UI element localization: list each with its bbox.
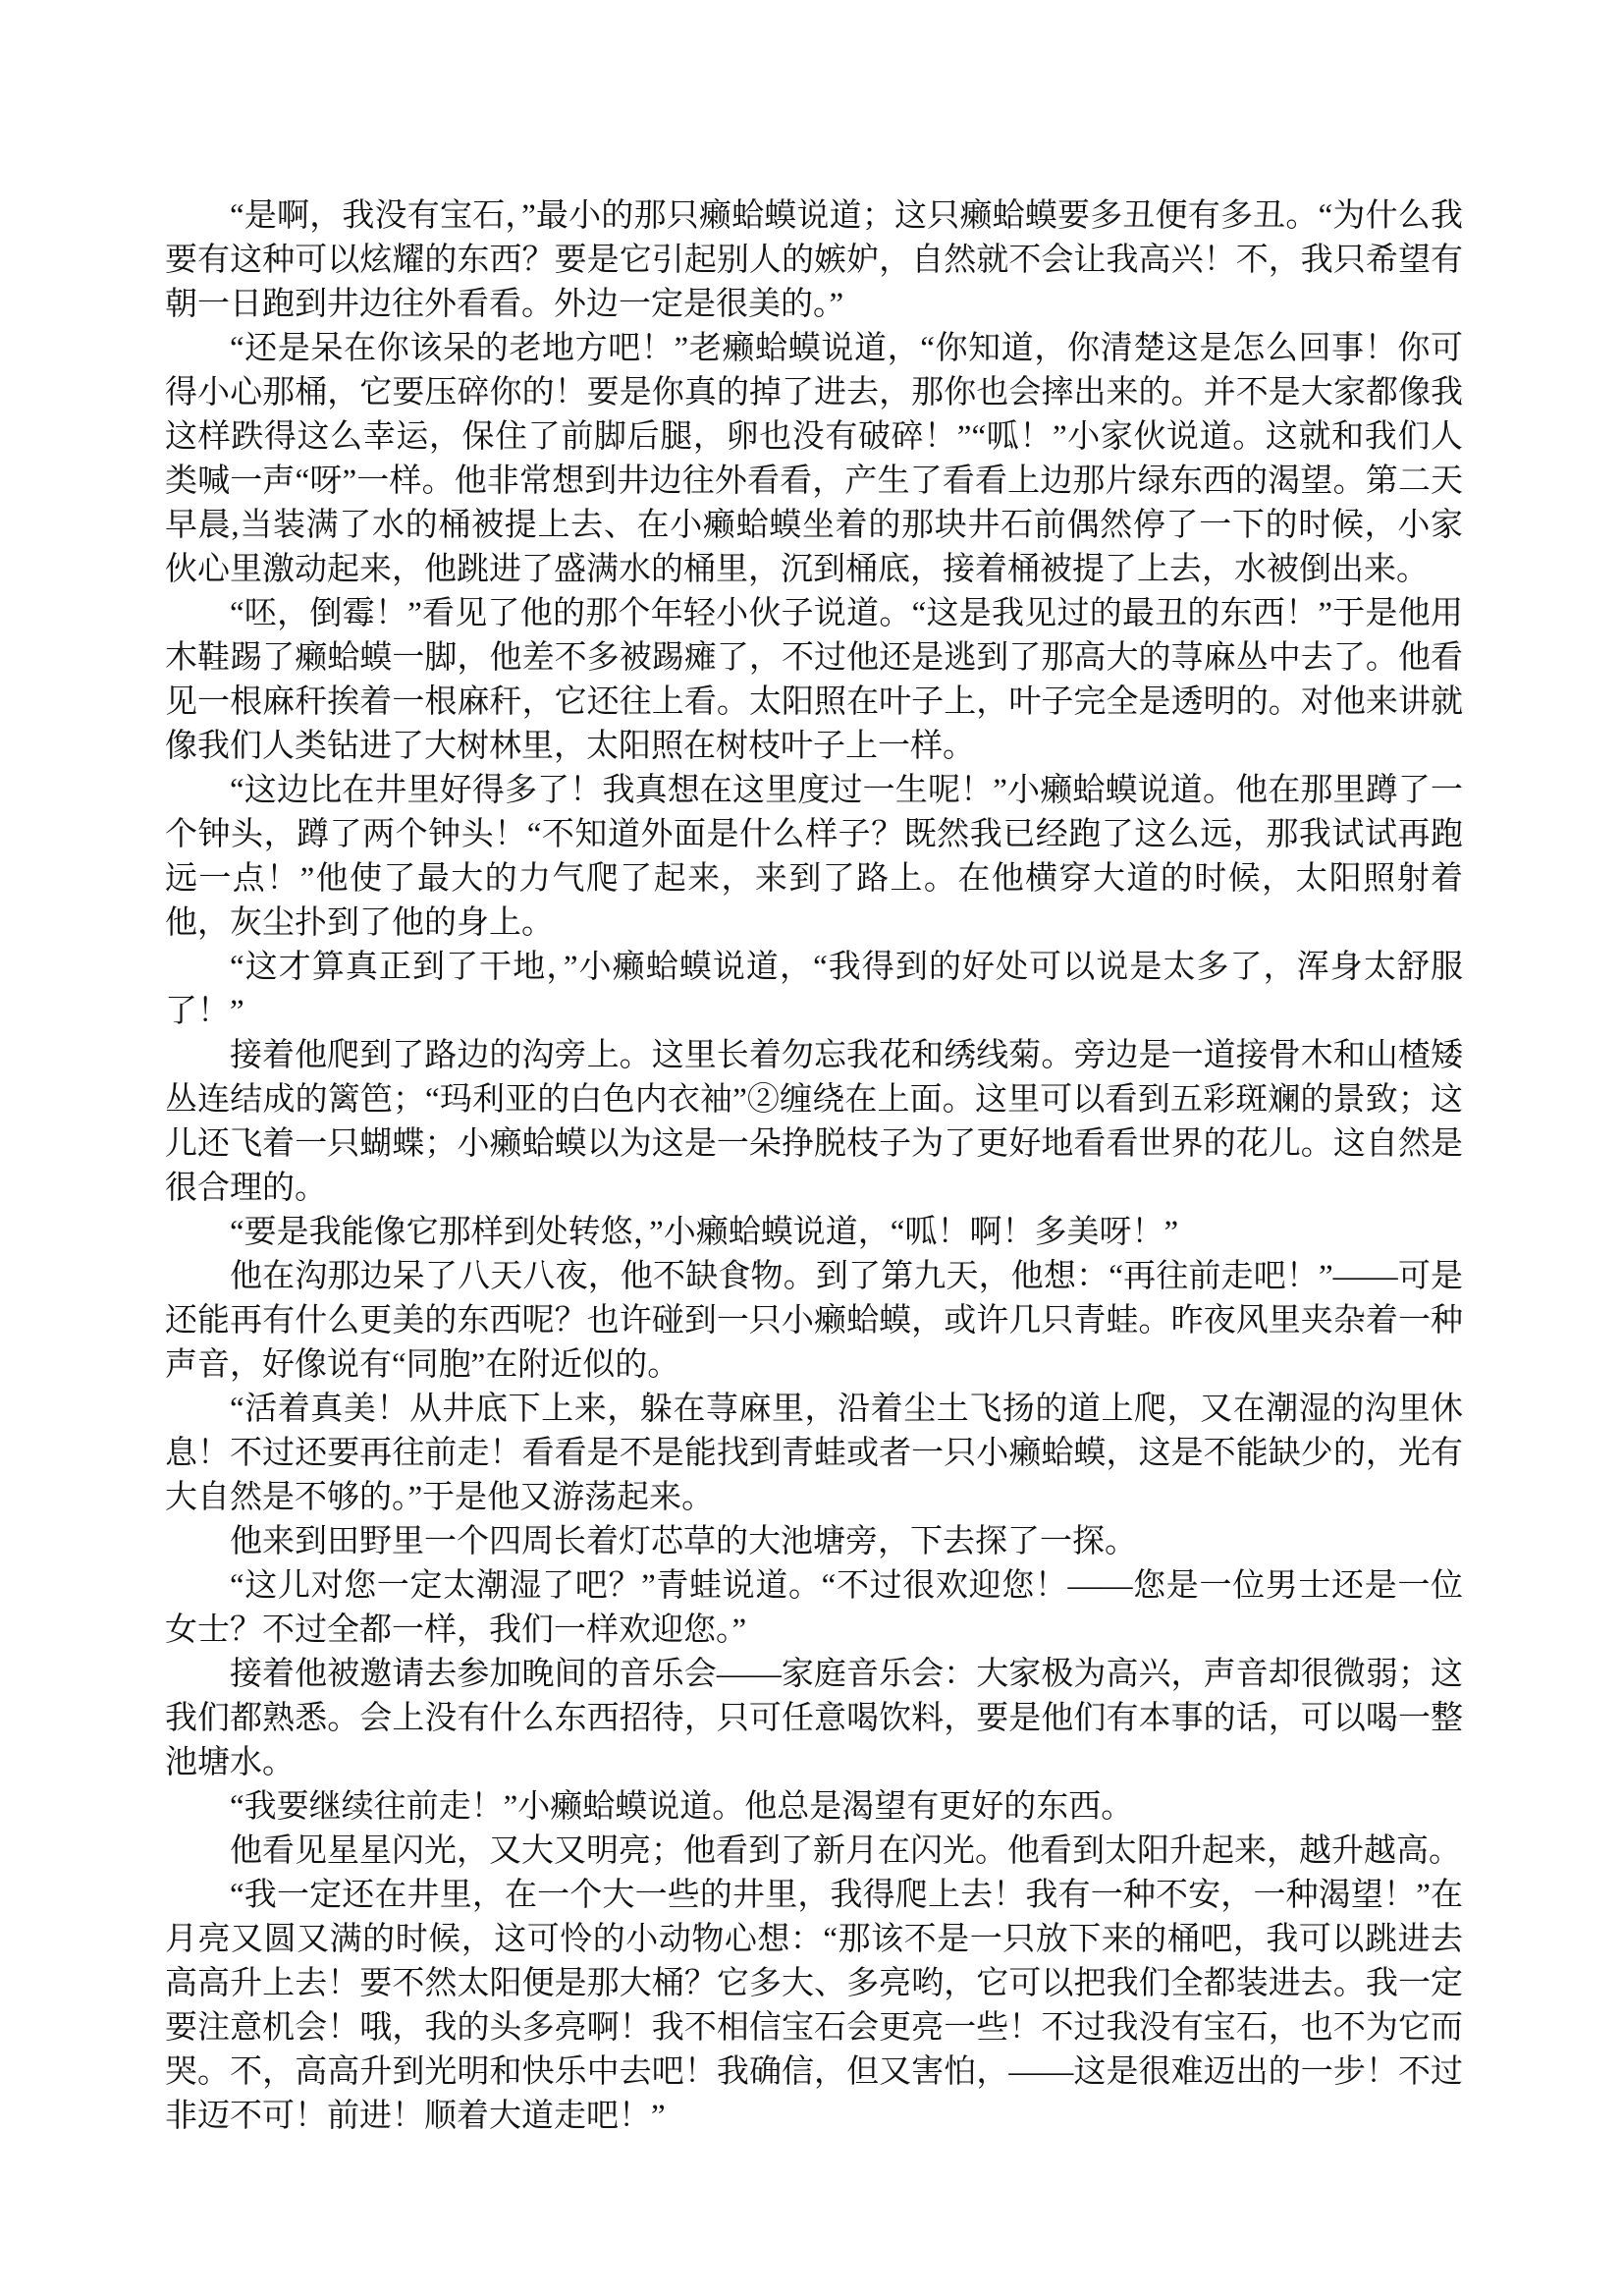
paragraph-5: “这才算真正到了干地，”小癞蛤蟆说道，“我得到的好处可以说是太多了，浑身太舒服了！” <box>165 950 1463 1029</box>
paragraph-4: “这边比在井里好得多了！我真想在这里度过一生呢！”小癞蛤蟆说道。他在那里蹲了一个钟头，蹲了两个钟头！“不知道外面是什么样子？既然我已经跑了这么远，那我试试再跑远一点！”他使了最大的力气爬了起来，来到了路上。在他横穿大道的时候，太阳照射着他，灰尘扑到了他的身上。 <box>165 773 1463 941</box>
paragraph-2: “还是呆在你该呆的老地方吧！”老癞蛤蟆说道，“你知道，你清楚这是怎么回事！你可得小心那桶，它要压碎你的！要是你真的掉了进去，那你也会摔出来的。并不是大家都像我这样跌得这么幸运，保住了前脚后腿，卵也没有破碎！”“呱！”小家伙说道。这就和我们人类喊一声“呀”一样。他非常想到井边往外看看，产生了看看上边那片绿东西的渴望。第二天早晨,当装满了水的桶被提上去、在小癞蛤蟆坐着的那块井石前偶然停了一下的时候，小家伙心里激动起来，他跳进了盛满水的桶里，沉到桶底，接着桶被提了上去，水被倒出来。 <box>165 331 1463 587</box>
paragraph-10: 他来到田野里一个四周长着灯芯草的大池塘旁，下去探了一探。 <box>230 1524 1137 1559</box>
paragraph-12: 接着他被邀请去参加晚间的音乐会——家庭音乐会：大家极为高兴，声音却很微弱；这我们都熟悉。会上没有什么东西招待，只可任意喝饮料，要是他们有本事的话，可以喝一整池塘水。 <box>165 1657 1463 1780</box>
paragraph-8: 他在沟那边呆了八天八夜，他不缺食物。到了第九天，他想：“再往前走吧！”——可是还能再有什么更美的东西呢？也许碰到一只小癞蛤蟆，或许几只青蛙。昨夜风里夹杂着一种声音，好像说有“同胞”在附近似的。 <box>165 1259 1463 1383</box>
paragraph-7: “要是我能像它那样到处转悠，”小癞蛤蟆说道，“呱！啊！多美呀！” <box>230 1215 1179 1250</box>
text-block <box>165 194 1463 2139</box>
paragraph-13: “我要继续往前走！”小癞蛤蟆说道。他总是渴望有更好的东西。 <box>230 1789 1134 1825</box>
paragraph-9: “活着真美！从井底下上来，躲在荨麻里，沿着尘土飞扬的道上爬，又在潮湿的沟里休息！不过还要再往前走！看看是不是能找到青蛙或者一只小癞蛤蟆，这是不能缺少的，光有大自然是不够的。”于是他又游荡起来。 <box>165 1392 1463 1515</box>
paragraph-3: “呸，倒霉！”看见了他的那个年轻小伙子说道。“这是我见过的最丑的东西！”于是他用木鞋踢了癞蛤蟆一脚，他差不多被踢瘫了，不过他还是逃到了那高大的荨麻丛中去了。他看见一根麻秆挨着一根麻秆，它还往上看。太阳照在叶子上，叶子完全是透明的。对他来讲就像我们人类钻进了大树林里，太阳照在树枝叶子上一样。 <box>165 596 1463 764</box>
paragraph-11: “这儿对您一定太潮湿了吧？”青蛙说道。“不过很欢迎您！——您是一位男士还是一位女士？不过全都一样，我们一样欢迎您。” <box>165 1568 1463 1648</box>
paragraph-14: 他看见星星闪光，又大又明亮；他看到了新月在闪光。他看到太阳升起来，越升越高。 <box>230 1833 1461 1869</box>
paragraph-15: “我一定还在井里，在一个大一些的井里，我得爬上去！我有一种不安，一种渴望！”在月亮又圆又满的时候，这可怜的小动物心想：“那该不是一只放下来的桶吧，我可以跳进去高高升上去！要不然太阳便是那大桶？它多大、多亮哟，它可以把我们全都装进去。我一定要注意机会！哦，我的头多亮啊！我不相信宝石会更亮一些！不过我没有宝石，也不为它而哭。不，高高升到光明和快乐中去吧！我确信，但又害怕，——这是很难迈出的一步！不过非迈不可！前进！顺着大道走吧！” <box>165 1878 1463 2134</box>
paragraph-1: “是啊，我没有宝石，”最小的那只癞蛤蟆说道；这只癞蛤蟆要多丑便有多丑。“为什么我要有这种可以炫耀的东西？要是它引起别人的嫉妒，自然就不会让我高兴！不，我只希望有朝一日跑到井边往外看看。外边一定是很美的。” <box>165 198 1463 322</box>
paragraph-6: 接着他爬到了路边的沟旁上。这里长着勿忘我花和绣线菊。旁边是一道接骨木和山楂矮丛连结成的篱笆；“玛利亚的白色内衣袖”②缠绕在上面。这里可以看到五彩斑斓的景致；这儿还飞着一只蝴蝶；小癞蛤蟆以为这是一朵挣脱枝子为了更好地看看世界的花儿。这自然是很合理的。 <box>165 1038 1463 1206</box>
